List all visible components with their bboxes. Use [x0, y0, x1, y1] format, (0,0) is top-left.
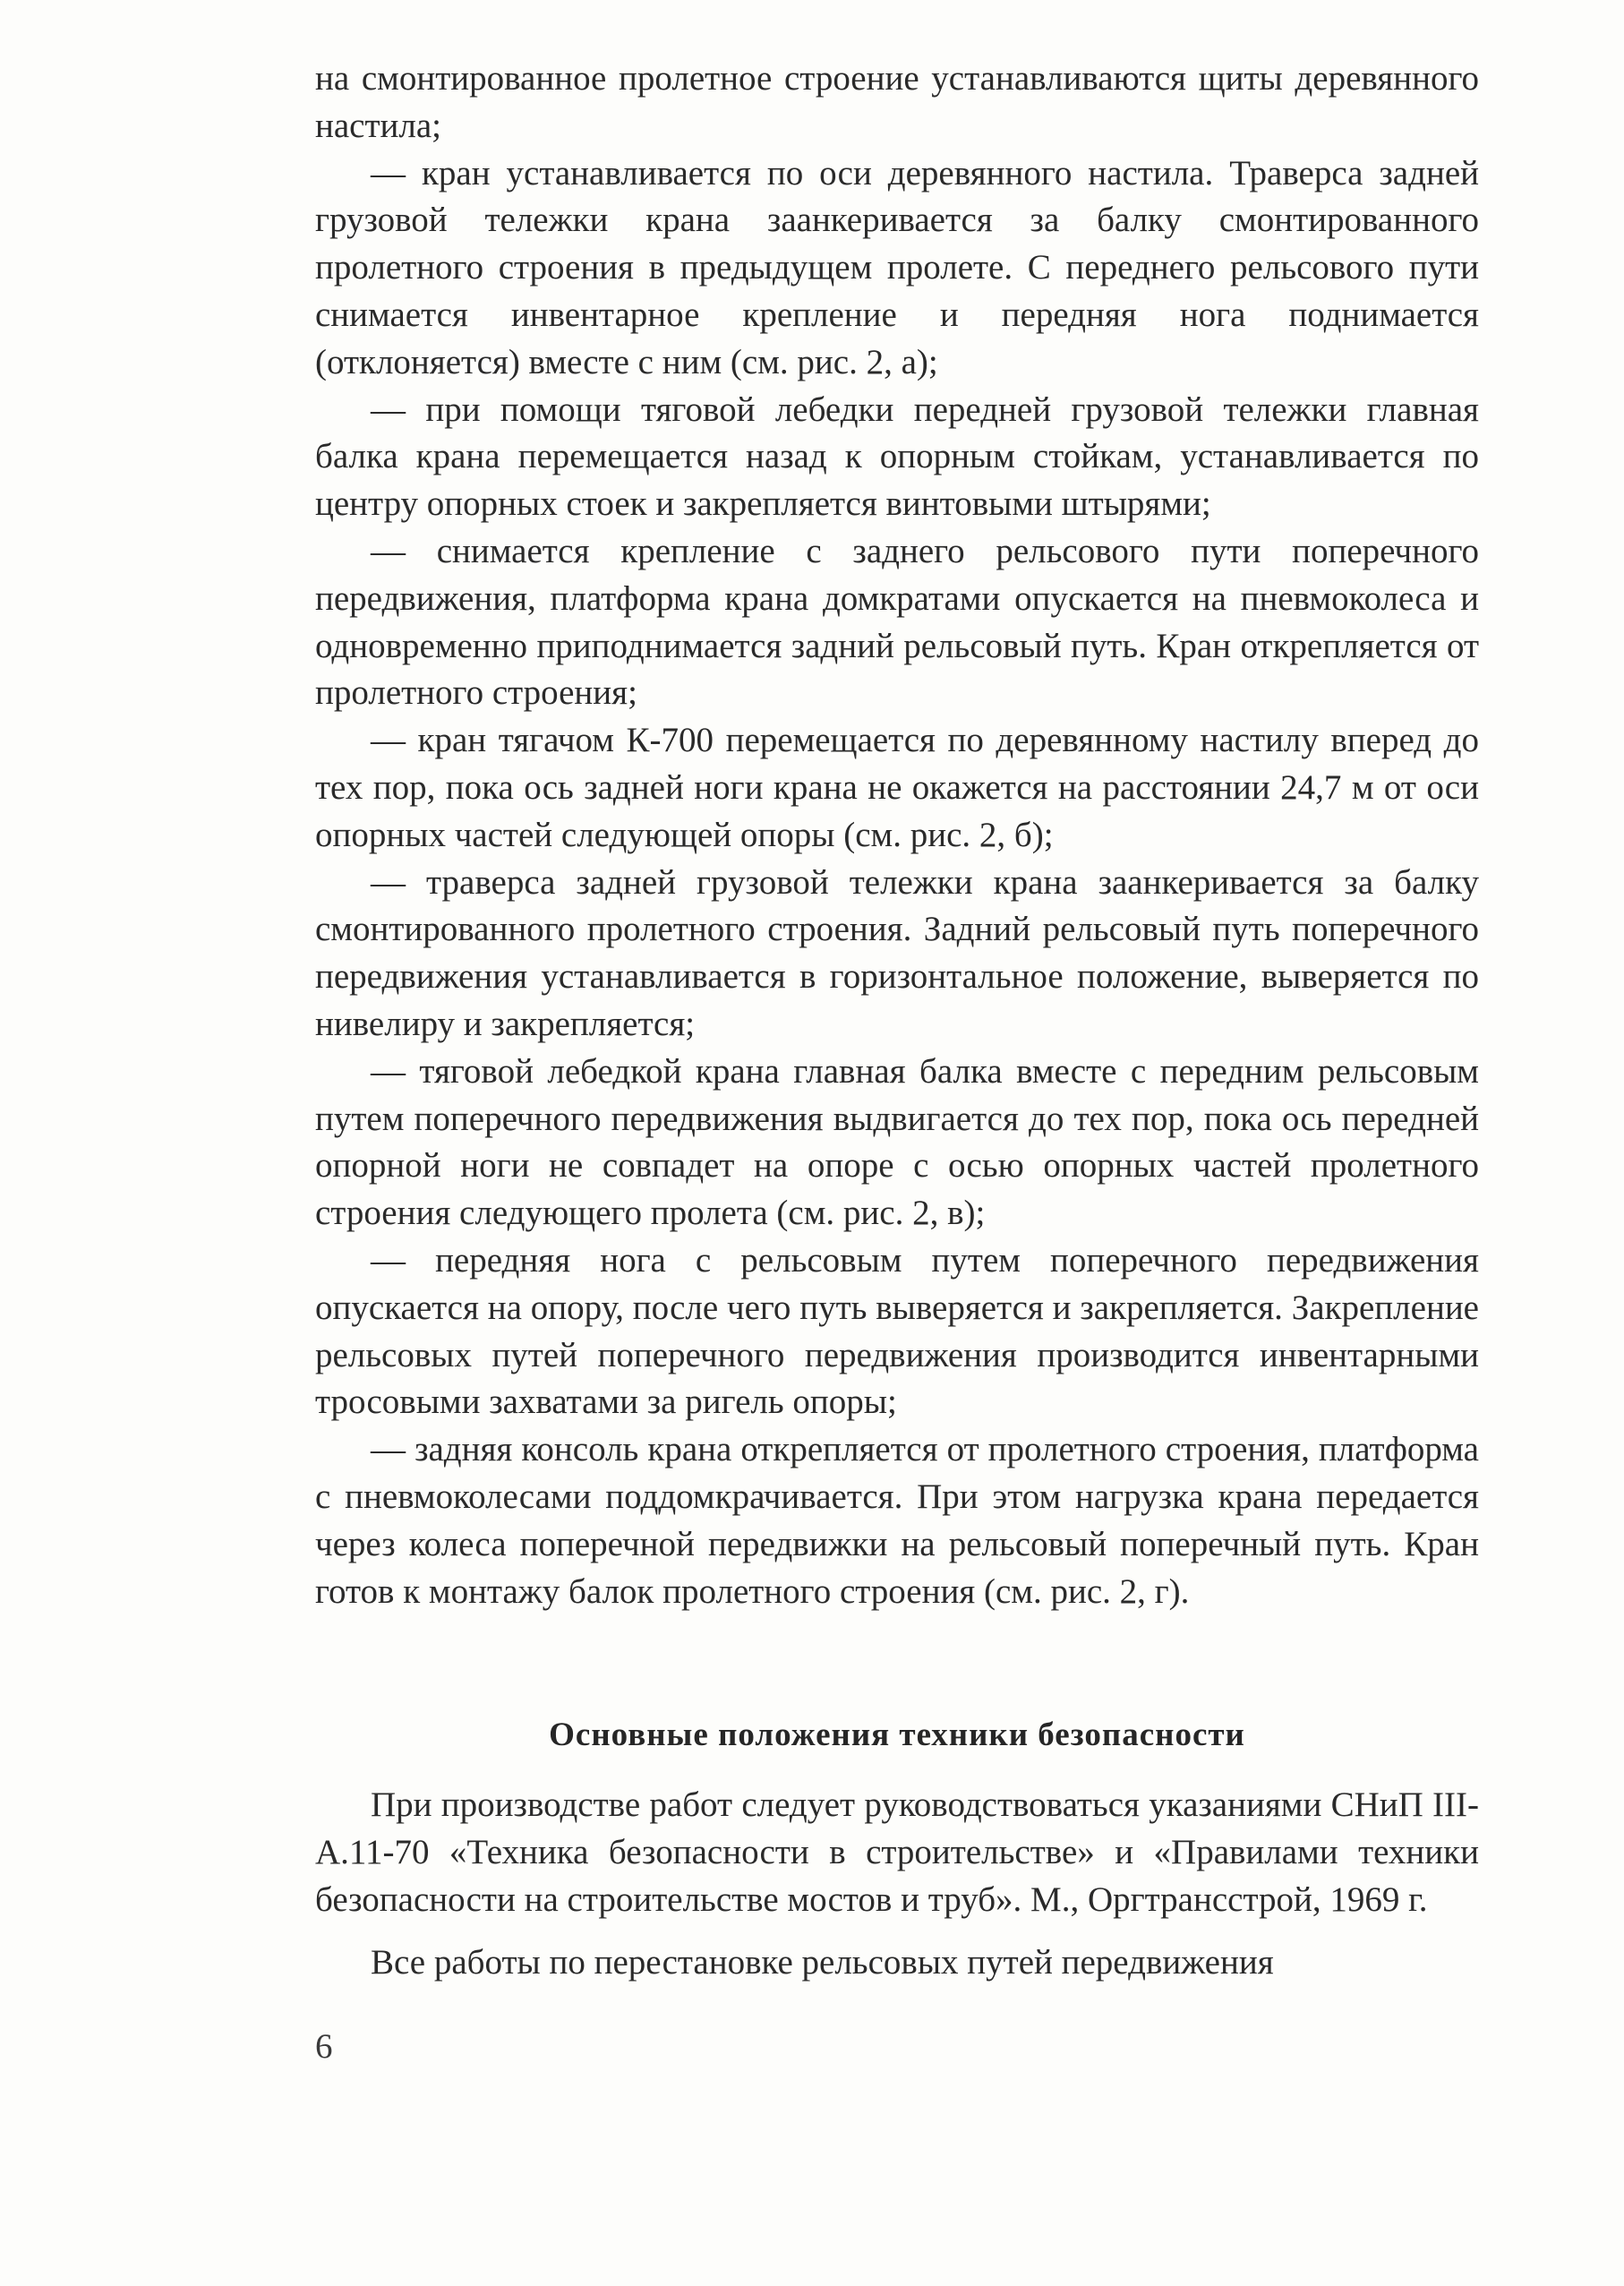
paragraph-step: — кран устанавливается по оси деревянного настила. Траверса задней грузовой тележки крана заанкеривается за балку смонтированного пролетного строения в предыдущем пролете. С переднего рельсового пути снимается инвентарное крепление и передняя нога поднимается (отклоняется) вместе с ним (см. рис. 2, а); [315, 153, 1479, 381]
section-text [315, 1782, 1479, 1987]
paragraph-step: — тяговой лебедкой крана главная балка вместе с передним рельсовым путем поперечного передвижения выдвигается до тех пор, пока ось передней опорной ноги не совпадет на опоре с осью опорных частей пролетного строения следующего пролета (см. рис. 2, в); [315, 1051, 1479, 1233]
section-paragraph: Все работы по перестановке рельсовых путей передвижения [371, 1943, 1274, 1982]
paragraph-step: — кран тягачом К-700 перемещается по деревянному настилу вперед до тех пор, пока ось задней ноги крана не окажется на расстоянии 24,7 м от оси опорных частей следующей опоры (см. рис. 2, б); [315, 721, 1479, 854]
main-text [315, 56, 1479, 1615]
paragraph-step: — снимается крепление с заднего рельсового пути поперечного передвижения, платформа крана домкратами опускается на пневмоколеса и одновременно приподнимается задний рельсовый путь. Кран открепляется от пролетного строения; [315, 531, 1479, 713]
paragraph-step: — при помощи тяговой лебедки передней грузовой тележки главная балка крана перемещается назад к опорным стойкам, устанавливается по центру опорных стоек и закрепляется винтовыми штырями; [315, 390, 1479, 524]
page-number: 6 [315, 2027, 333, 2066]
paragraph-step: — траверса задней грузовой тележки крана заанкеривается за балку смонтированного пролетного строения. Задний рельсовый путь поперечного передвижения устанавливается в горизонтальное положение, выверяется по нивелиру и закрепляется; [315, 862, 1479, 1043]
paragraph-step: — задняя консоль крана открепляется от пролетного строения, платформа с пневмоколесами поддомкрачивается. При этом нагрузка крана передается через колеса поперечной передвижки на рельсовый поперечный путь. Кран готов к монтажу балок пролетного строения (см. рис. 2, г). [315, 1430, 1479, 1611]
section-heading: Основные положения техники безопасности [549, 1717, 1245, 1753]
section-paragraph: При производстве работ следует руководствоваться указаниями СНиП III-А.11-70 «Техника безопасности в строительстве» и «Правилами техники безопасности на строительстве мостов и труб». М., Оргтрансстрой, 1969 г. [315, 1785, 1479, 1919]
paragraph-continued: на смонтированное пролетное строение устанавливаются щиты деревянного настила; [315, 59, 1479, 145]
paragraph-step: — передняя нога с рельсовым путем поперечного передвижения опускается на опору, после чего путь выверяется и закрепляется. Закрепление рельсовых путей поперечного передвижения производится инвентарными тросовыми захватами за ригель опоры; [315, 1240, 1479, 1422]
